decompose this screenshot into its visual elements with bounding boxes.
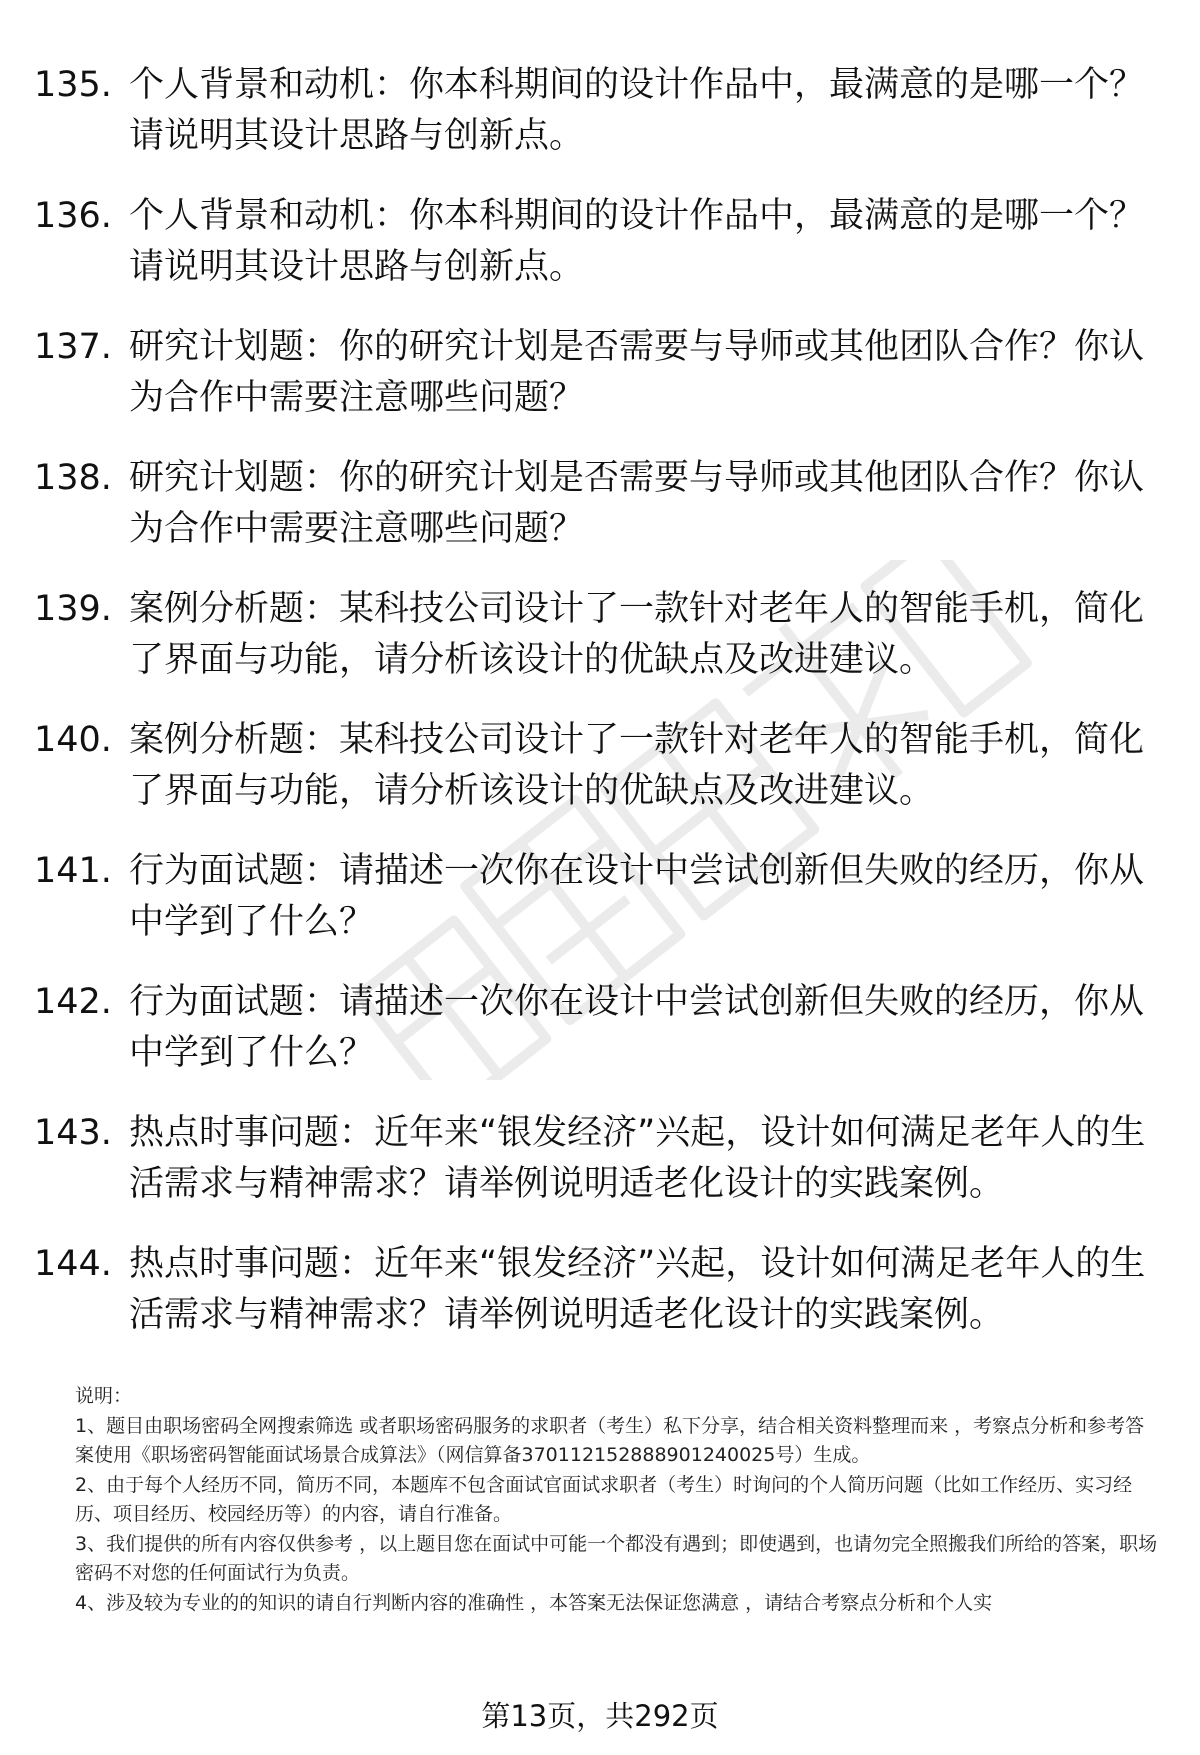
note-item: 4、涉及较为专业的的知识的请自行判断内容的准确性 ，本答案无法保证您满意 ，请结合考察点分析和个人实 [75,1591,993,1614]
question-text: 研究计划题：你的研究计划是否需要与导师或其他团队合作？你认为合作中需要注意哪些问题？ [129,458,1145,549]
question-number: 143. [34,1113,112,1153]
question-number: 137. [34,327,112,367]
question-list [34,60,1174,1370]
question-item [34,977,1174,1108]
question-number: 139. [34,589,112,629]
question-text: 个人背景和动机：你本科期间的设计作品中，最满意的是哪一个？请说明其设计思路与创新点。 [129,196,1145,287]
note-item: 3、我们提供的所有内容仅供参考 ，以上题目您在面试中可能一个都没有遇到；即使遇到，也请勿完全照搬我们所给的答案，职场密码不对您的任何面试行为负责。 [75,1532,1158,1584]
question-item [34,715,1174,846]
question-item [34,1239,1174,1370]
question-text: 案例分析题：某科技公司设计了一款针对老年人的智能手机，简化了界面与功能，请分析该设计的优缺点及改进建议。 [129,720,1145,811]
question-number: 144. [34,1244,112,1284]
note-item: 1、题目由职场密码全网搜索筛选 或者职场密码服务的求职者（考生）私下分享，结合相关资料整理而来 ，考察点分析和参考答案使用《职场密码智能面试场景合成算法》（网信算备370112152888901240025号）生成。 [75,1414,1145,1466]
notes-title: 说明： [75,1385,133,1407]
question-text: 行为面试题：请描述一次你在设计中尝试创新但失败的经历，你从中学到了什么？ [129,982,1145,1073]
question-number: 138. [34,458,112,498]
question-text: 个人背景和动机：你本科期间的设计作品中，最满意的是哪一个？请说明其设计思路与创新点。 [129,65,1145,156]
notes-section [75,1382,1160,1618]
page-number: 第13页，共292页 [481,1699,719,1733]
question-item [34,191,1174,322]
question-number: 140. [34,720,112,760]
question-text: 研究计划题：你的研究计划是否需要与导师或其他团队合作？你认为合作中需要注意哪些问题？ [129,327,1145,418]
question-item [34,584,1174,715]
question-number: 141. [34,851,112,891]
question-text: 热点时事问题：近年来“银发经济”兴起，设计如何满足老年人的生活需求与精神需求？请举例说明适老化设计的实践案例。 [129,1113,1146,1204]
question-item [34,322,1174,453]
question-item [34,846,1174,977]
question-item [34,453,1174,584]
question-item [34,1108,1174,1239]
note-item: 2、由于每个人经历不同，简历不同，本题库不包含面试官面试求职者（考生）时询问的个人简历问题（比如工作经历、实习经历、项目经历、校园经历等）的内容，请自行准备。 [75,1473,1133,1525]
question-text: 行为面试题：请描述一次你在设计中尝试创新但失败的经历，你从中学到了什么？ [129,851,1145,942]
question-number: 142. [34,982,112,1022]
question-number: 135. [34,65,112,105]
question-text: 热点时事问题：近年来“银发经济”兴起，设计如何满足老年人的生活需求与精神需求？请举例说明适老化设计的实践案例。 [129,1244,1146,1335]
question-item [34,60,1174,191]
question-number: 136. [34,196,112,236]
question-text: 案例分析题：某科技公司设计了一款针对老年人的智能手机，简化了界面与功能，请分析该设计的优缺点及改进建议。 [129,589,1145,680]
